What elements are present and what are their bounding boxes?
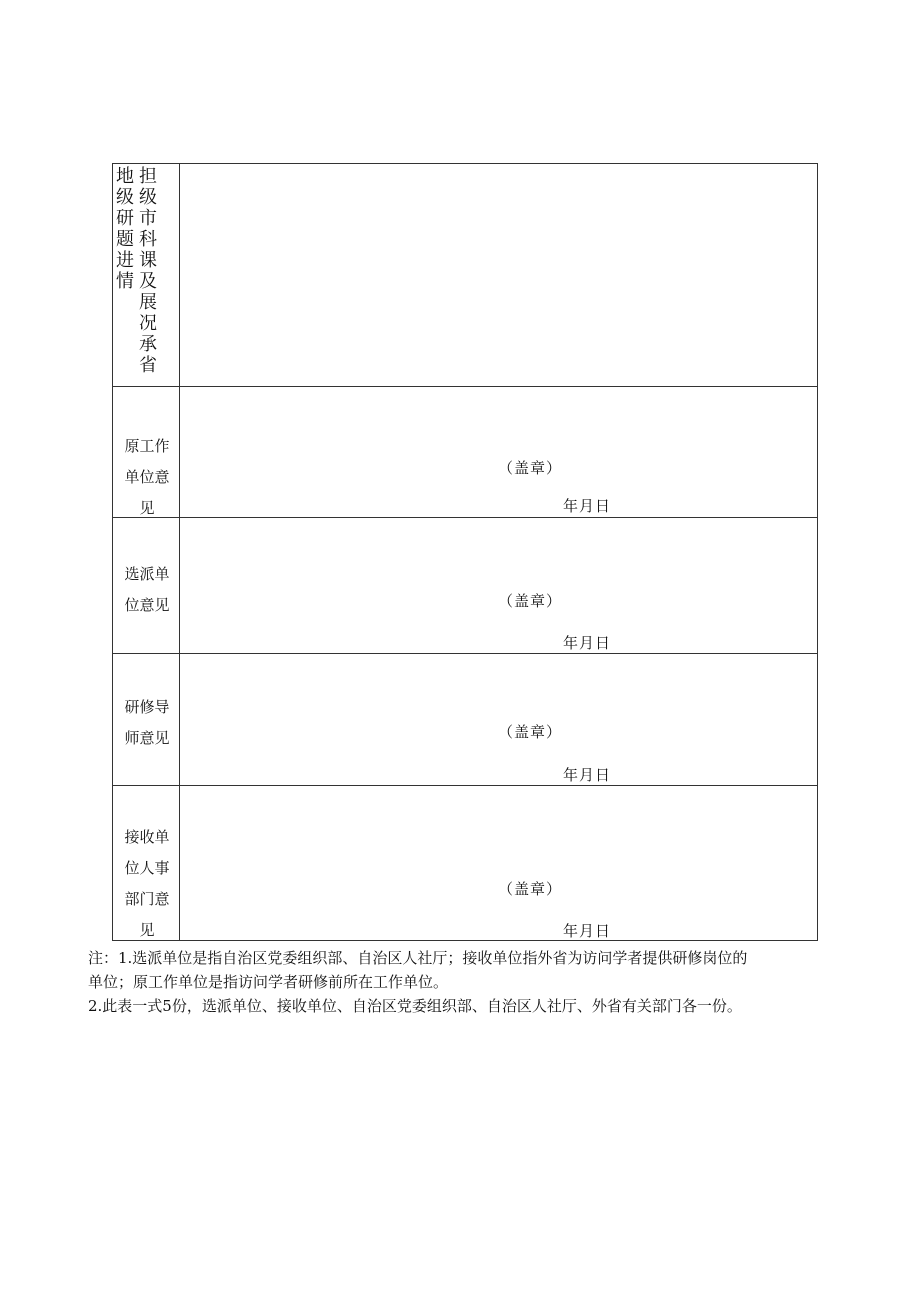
label-line: 见 [139,921,155,939]
application-form-table [112,163,818,941]
label-char: 题 [116,229,134,250]
project-status-label-col1 [115,166,135,292]
label-char: 情 [116,271,134,292]
label-char: 科 [139,229,157,250]
seal-placeholder: （盖章） [498,592,563,610]
label-char: 承 [139,334,157,355]
label-line: 接收单 [124,828,170,846]
project-status-row [113,164,818,387]
label-line: 研修导 [124,698,170,716]
dispatch-unit-label-cell [113,518,180,654]
receiving-hr-opinion-area[interactable] [180,786,818,941]
label-char: 展 [139,292,157,313]
label-line: 位意见 [124,596,170,614]
receiving-hr-opinion-row [113,786,818,941]
seal-placeholder: （盖章） [498,459,563,477]
label-char: 级 [116,187,134,208]
seal-placeholder: （盖章） [498,880,563,898]
tutor-opinion-area[interactable] [180,654,818,786]
original-unit-opinion-area[interactable] [180,387,818,518]
label-line: 原工作 [124,437,170,455]
label-line: 部门意 [124,890,170,908]
original-unit-opinion-label [117,431,177,524]
original-unit-opinion-row [113,387,818,518]
label-line: 师意见 [124,729,170,747]
dispatch-unit-opinion-row [113,518,818,654]
project-status-label-col2 [138,166,158,376]
date-placeholder: 年月日 [563,497,612,515]
note-1-line-2: 单位；原工作单位是指访问学者研修前所在工作单位。 [88,973,449,991]
receiving-hr-label-cell [113,786,180,941]
tutor-label-cell [113,654,180,786]
dispatch-unit-opinion-area[interactable] [180,518,818,654]
seal-placeholder: （盖章） [498,723,563,741]
tutor-opinion-label [117,692,177,754]
project-status-input-area[interactable] [180,164,818,387]
label-line: 单位意 [124,468,170,486]
label-line: 位人事 [124,859,170,877]
label-char: 况 [139,313,157,334]
date-placeholder: 年月日 [563,634,612,652]
label-char: 省 [139,355,157,376]
tutor-opinion-row [113,654,818,786]
dispatch-unit-opinion-label [117,559,177,621]
label-char: 课 [139,250,157,271]
label-line: 见 [139,499,155,517]
date-placeholder: 年月日 [563,766,612,784]
note-2: 2.此表一式5份，选派单位、接收单位、自治区党委组织部、自治区人社厅、外省有关部门各一份。 [88,997,742,1015]
receiving-hr-opinion-label [117,822,177,946]
label-char: 进 [116,250,134,271]
form-notes [88,946,838,1018]
label-char: 地 [116,166,134,187]
label-char: 及 [139,271,157,292]
date-placeholder: 年月日 [563,922,612,940]
note-1-line-1: 注：1.选派单位是指自治区党委组织部、自治区人社厅；接收单位指外省为访问学者提供研修岗位的 [88,949,748,967]
label-char: 担 [139,166,157,187]
label-char: 市 [139,208,157,229]
label-char: 级 [139,187,157,208]
label-line: 选派单 [124,565,170,583]
original-unit-label-cell [113,387,180,518]
label-char: 研 [116,208,134,229]
project-status-label-cell [113,164,180,387]
